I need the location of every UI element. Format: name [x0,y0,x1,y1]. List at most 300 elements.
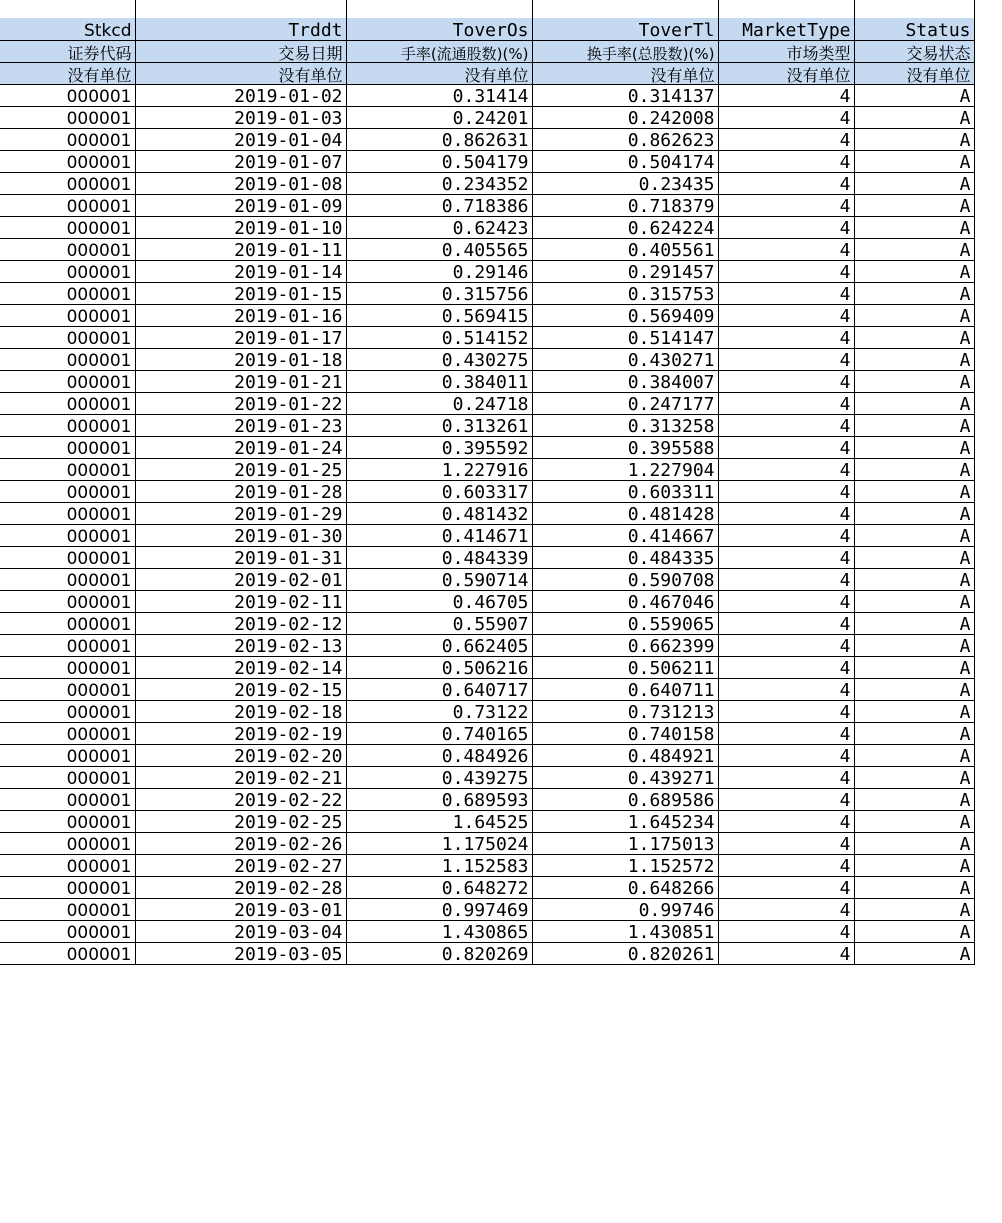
table-row [0,524,974,546]
cell-status[interactable]: A [854,502,974,524]
table-row [0,700,974,722]
cell-trddt[interactable]: 2019-02-18 [135,700,346,722]
table-row [0,766,974,788]
cell-status[interactable]: A [854,656,974,678]
table-row [0,854,974,876]
cell-stkcd[interactable]: 000001 [0,876,135,898]
cell-tovertl[interactable]: 0.23435 [532,172,718,194]
cell-toveros[interactable]: 0.603317 [346,480,532,502]
cell-toveros[interactable]: 0.405565 [346,238,532,260]
table-row [0,744,974,766]
cell-stkcd[interactable]: 000001 [0,84,135,106]
cell-markettype[interactable]: 4 [718,854,854,876]
cell-status[interactable]: A [854,238,974,260]
cell-stkcd[interactable]: 000001 [0,920,135,942]
cell-stkcd[interactable]: 000001 [0,414,135,436]
cell-markettype[interactable]: 4 [718,700,854,722]
spacer-cell [532,0,718,18]
cell-toveros[interactable]: 0.55907 [346,612,532,634]
cell-stkcd[interactable]: 000001 [0,590,135,612]
cell-tovertl[interactable]: 1.175013 [532,832,718,854]
spacer-cell [346,0,532,18]
cell-markettype[interactable]: 4 [718,920,854,942]
cell-stkcd[interactable]: 000001 [0,898,135,920]
table-row [0,568,974,590]
cell-tovertl[interactable]: 0.439271 [532,766,718,788]
cell-toveros[interactable]: 0.640717 [346,678,532,700]
cell-tovertl[interactable]: 0.569409 [532,304,718,326]
cell-toveros[interactable]: 0.313261 [346,414,532,436]
cell-markettype[interactable]: 4 [718,260,854,282]
cell-toveros[interactable]: 0.506216 [346,656,532,678]
cell-toveros[interactable]: 0.29146 [346,260,532,282]
cell-toveros[interactable]: 0.484926 [346,744,532,766]
spacer-cell [0,0,135,18]
cell-stkcd[interactable]: 000001 [0,788,135,810]
spacer-cell [854,0,974,18]
cell-trddt[interactable]: 2019-01-02 [135,84,346,106]
cell-toveros[interactable]: 0.862631 [346,128,532,150]
cell-status[interactable]: A [854,898,974,920]
cell-markettype[interactable]: 4 [718,326,854,348]
cell-status[interactable]: A [854,546,974,568]
cell-tovertl[interactable]: 0.689586 [532,788,718,810]
cell-stkcd[interactable]: 000001 [0,832,135,854]
header-cell-unit[interactable]: 没有单位 [854,62,974,84]
cell-markettype[interactable]: 4 [718,106,854,128]
cell-markettype[interactable]: 4 [718,216,854,238]
cell-status[interactable]: A [854,700,974,722]
cell-markettype[interactable]: 4 [718,282,854,304]
cell-toveros[interactable]: 0.820269 [346,942,532,964]
top-spacer-row [0,0,974,18]
cell-markettype[interactable]: 4 [718,788,854,810]
cell-tovertl[interactable]: 1.645234 [532,810,718,832]
cell-status[interactable]: A [854,128,974,150]
cell-trddt[interactable]: 2019-01-10 [135,216,346,238]
table-row [0,656,974,678]
cell-toveros[interactable]: 0.718386 [346,194,532,216]
cell-status[interactable]: A [854,590,974,612]
cell-toveros[interactable]: 0.315756 [346,282,532,304]
cell-stkcd[interactable]: 000001 [0,546,135,568]
cell-trddt[interactable]: 2019-03-05 [135,942,346,964]
table-row [0,370,974,392]
cell-toveros[interactable]: 1.430865 [346,920,532,942]
cell-stkcd[interactable]: 000001 [0,436,135,458]
cell-stkcd[interactable]: 000001 [0,568,135,590]
cell-status[interactable]: A [854,524,974,546]
header-cell-unit[interactable]: 没有单位 [532,62,718,84]
cell-toveros[interactable]: 0.62423 [346,216,532,238]
cell-tovertl[interactable]: 1.227904 [532,458,718,480]
cell-trddt[interactable]: 2019-02-15 [135,678,346,700]
header-cell-unit[interactable]: 没有单位 [346,62,532,84]
cell-markettype[interactable]: 4 [718,128,854,150]
table-row [0,788,974,810]
cell-tovertl[interactable]: 0.481428 [532,502,718,524]
cell-toveros[interactable]: 1.152583 [346,854,532,876]
cell-markettype[interactable]: 4 [718,480,854,502]
cell-toveros[interactable]: 0.484339 [346,546,532,568]
cell-trddt[interactable]: 2019-02-19 [135,722,346,744]
table-row [0,194,974,216]
table-row [0,172,974,194]
cell-trddt[interactable]: 2019-01-28 [135,480,346,502]
header-cell-name[interactable]: 手率(流通股数)(%) [346,40,532,62]
cell-trddt[interactable]: 2019-01-24 [135,436,346,458]
cell-trddt[interactable]: 2019-02-14 [135,656,346,678]
cell-markettype[interactable]: 4 [718,832,854,854]
cell-status[interactable]: A [854,832,974,854]
cell-toveros[interactable]: 0.997469 [346,898,532,920]
cell-trddt[interactable]: 2019-01-07 [135,150,346,172]
cell-trddt[interactable]: 2019-01-21 [135,370,346,392]
table-row [0,590,974,612]
cell-trddt[interactable]: 2019-01-15 [135,282,346,304]
cell-tovertl[interactable]: 0.315753 [532,282,718,304]
cell-toveros[interactable]: 0.504179 [346,150,532,172]
cell-trddt[interactable]: 2019-03-01 [135,898,346,920]
cell-stkcd[interactable]: 000001 [0,942,135,964]
cell-toveros[interactable]: 0.395592 [346,436,532,458]
cell-markettype[interactable]: 4 [718,810,854,832]
cell-tovertl[interactable]: 0.484335 [532,546,718,568]
table-row [0,634,974,656]
cell-markettype[interactable]: 4 [718,744,854,766]
cell-status[interactable]: A [854,612,974,634]
table-row [0,238,974,260]
cell-trddt[interactable]: 2019-01-11 [135,238,346,260]
cell-markettype[interactable]: 4 [718,524,854,546]
cell-status[interactable]: A [854,84,974,106]
cell-status[interactable]: A [854,722,974,744]
cell-markettype[interactable]: 4 [718,942,854,964]
header-cell-tovertl[interactable]: ToverTl [532,18,718,40]
cell-toveros[interactable]: 0.481432 [346,502,532,524]
table-row [0,414,974,436]
cell-markettype[interactable]: 4 [718,348,854,370]
cell-markettype[interactable]: 4 [718,150,854,172]
table-row [0,260,974,282]
cell-markettype[interactable]: 4 [718,304,854,326]
cell-status[interactable]: A [854,172,974,194]
cell-trddt[interactable]: 2019-02-13 [135,634,346,656]
table-row [0,106,974,128]
cell-stkcd[interactable]: 000001 [0,260,135,282]
cell-status[interactable]: A [854,414,974,436]
cell-stkcd[interactable]: 000001 [0,480,135,502]
cell-tovertl[interactable]: 0.484921 [532,744,718,766]
cell-stkcd[interactable]: 000001 [0,678,135,700]
cell-tovertl[interactable]: 1.152572 [532,854,718,876]
cell-stkcd[interactable]: 000001 [0,722,135,744]
cell-status[interactable]: A [854,150,974,172]
cell-trddt[interactable]: 2019-01-22 [135,392,346,414]
header-cell-toveros[interactable]: ToverOs [346,18,532,40]
cell-status[interactable]: A [854,788,974,810]
cell-toveros[interactable]: 0.689593 [346,788,532,810]
cell-stkcd[interactable]: 000001 [0,854,135,876]
cell-markettype[interactable]: 4 [718,414,854,436]
cell-status[interactable]: A [854,634,974,656]
cell-tovertl[interactable]: 0.590708 [532,568,718,590]
cell-tovertl[interactable]: 0.559065 [532,612,718,634]
cell-tovertl[interactable]: 0.291457 [532,260,718,282]
cell-tovertl[interactable]: 0.99746 [532,898,718,920]
cell-tovertl[interactable]: 0.506211 [532,656,718,678]
table-row [0,436,974,458]
cell-stkcd[interactable]: 000001 [0,612,135,634]
cell-trddt[interactable]: 2019-02-25 [135,810,346,832]
cell-toveros[interactable]: 0.590714 [346,568,532,590]
cell-tovertl[interactable]: 0.430271 [532,348,718,370]
cell-stkcd[interactable]: 000001 [0,458,135,480]
cell-status[interactable]: A [854,392,974,414]
header-cell-name[interactable]: 交易状态 [854,40,974,62]
cell-stkcd[interactable]: 000001 [0,392,135,414]
cell-tovertl[interactable]: 0.740158 [532,722,718,744]
cell-status[interactable]: A [854,370,974,392]
cell-trddt[interactable]: 2019-01-17 [135,326,346,348]
cell-stkcd[interactable]: 000001 [0,502,135,524]
cell-stkcd[interactable]: 000001 [0,194,135,216]
cell-markettype[interactable]: 4 [718,436,854,458]
header-row-field-names [0,40,974,62]
table-row [0,304,974,326]
cell-status[interactable]: A [854,854,974,876]
cell-stkcd[interactable]: 000001 [0,282,135,304]
cell-trddt[interactable]: 2019-03-04 [135,920,346,942]
cell-stkcd[interactable]: 000001 [0,128,135,150]
cell-status[interactable]: A [854,744,974,766]
table-row [0,722,974,744]
cell-stkcd[interactable]: 000001 [0,810,135,832]
cell-status[interactable]: A [854,480,974,502]
cell-stkcd[interactable]: 000001 [0,766,135,788]
cell-tovertl[interactable]: 0.313258 [532,414,718,436]
cell-trddt[interactable]: 2019-01-18 [135,348,346,370]
cell-trddt[interactable]: 2019-02-20 [135,744,346,766]
cell-stkcd[interactable]: 000001 [0,106,135,128]
cell-stkcd[interactable]: 000001 [0,370,135,392]
cell-markettype[interactable]: 4 [718,392,854,414]
header-cell-name[interactable]: 换手率(总股数)(%) [532,40,718,62]
cell-markettype[interactable]: 4 [718,876,854,898]
table-row [0,392,974,414]
cell-trddt[interactable]: 2019-01-25 [135,458,346,480]
cell-markettype[interactable]: 4 [718,172,854,194]
cell-markettype[interactable]: 4 [718,568,854,590]
cell-markettype[interactable]: 4 [718,612,854,634]
cell-trddt[interactable]: 2019-01-04 [135,128,346,150]
cell-trddt[interactable]: 2019-01-23 [135,414,346,436]
header-row-units [0,62,974,84]
cell-trddt[interactable]: 2019-02-28 [135,876,346,898]
cell-status[interactable]: A [854,920,974,942]
cell-trddt[interactable]: 2019-02-22 [135,788,346,810]
cell-tovertl[interactable]: 1.430851 [532,920,718,942]
cell-stkcd[interactable]: 000001 [0,656,135,678]
cell-status[interactable]: A [854,876,974,898]
cell-status[interactable]: A [854,260,974,282]
header-cell-trddt[interactable]: Trddt [135,18,346,40]
cell-markettype[interactable]: 4 [718,634,854,656]
cell-status[interactable]: A [854,766,974,788]
cell-markettype[interactable]: 4 [718,678,854,700]
header-cell-name[interactable]: 证券代码 [0,40,135,62]
cell-toveros[interactable]: 0.384011 [346,370,532,392]
cell-stkcd[interactable]: 000001 [0,150,135,172]
cell-tovertl[interactable]: 0.395588 [532,436,718,458]
cell-tovertl[interactable]: 0.242008 [532,106,718,128]
cell-toveros[interactable]: 0.24718 [346,392,532,414]
cell-trddt[interactable]: 2019-02-11 [135,590,346,612]
cell-trddt[interactable]: 2019-02-12 [135,612,346,634]
table-row [0,876,974,898]
cell-toveros[interactable]: 0.24201 [346,106,532,128]
table-row [0,502,974,524]
cell-markettype[interactable]: 4 [718,546,854,568]
cell-toveros[interactable]: 0.662405 [346,634,532,656]
cell-toveros[interactable]: 1.175024 [346,832,532,854]
cell-markettype[interactable]: 4 [718,898,854,920]
cell-status[interactable]: A [854,194,974,216]
header-cell-markettype[interactable]: MarketType [718,18,854,40]
cell-status[interactable]: A [854,326,974,348]
cell-toveros[interactable]: 1.227916 [346,458,532,480]
table-row [0,612,974,634]
cell-tovertl[interactable]: 0.640711 [532,678,718,700]
cell-stkcd[interactable]: 000001 [0,172,135,194]
cell-markettype[interactable]: 4 [718,502,854,524]
cell-markettype[interactable]: 4 [718,84,854,106]
cell-status[interactable]: A [854,304,974,326]
cell-toveros[interactable]: 0.648272 [346,876,532,898]
cell-markettype[interactable]: 4 [718,370,854,392]
cell-toveros[interactable]: 0.234352 [346,172,532,194]
cell-toveros[interactable]: 0.569415 [346,304,532,326]
cell-status[interactable]: A [854,216,974,238]
cell-tovertl[interactable]: 0.504174 [532,150,718,172]
header-cell-unit[interactable]: 没有单位 [0,62,135,84]
cell-stkcd[interactable]: 000001 [0,216,135,238]
cell-tovertl[interactable]: 0.414667 [532,524,718,546]
cell-toveros[interactable]: 0.46705 [346,590,532,612]
cell-tovertl[interactable]: 0.862623 [532,128,718,150]
cell-tovertl[interactable]: 0.603311 [532,480,718,502]
cell-toveros[interactable]: 0.439275 [346,766,532,788]
table-row [0,480,974,502]
header-cell-name[interactable]: 交易日期 [135,40,346,62]
cell-markettype[interactable]: 4 [718,590,854,612]
cell-toveros[interactable]: 0.514152 [346,326,532,348]
cell-tovertl[interactable]: 0.247177 [532,392,718,414]
cell-tovertl[interactable]: 0.648266 [532,876,718,898]
cell-stkcd[interactable]: 000001 [0,744,135,766]
header-cell-status[interactable]: Status [854,18,974,40]
cell-status[interactable]: A [854,810,974,832]
cell-trddt[interactable]: 2019-02-27 [135,854,346,876]
cell-toveros[interactable]: 0.31414 [346,84,532,106]
cell-markettype[interactable]: 4 [718,458,854,480]
cell-markettype[interactable]: 4 [718,722,854,744]
cell-tovertl[interactable]: 0.624224 [532,216,718,238]
cell-trddt[interactable]: 2019-01-03 [135,106,346,128]
table-row [0,832,974,854]
cell-trddt[interactable]: 2019-02-21 [135,766,346,788]
cell-stkcd[interactable]: 000001 [0,634,135,656]
cell-trddt[interactable]: 2019-01-29 [135,502,346,524]
header-cell-unit[interactable]: 没有单位 [718,62,854,84]
cell-status[interactable]: A [854,436,974,458]
cell-stkcd[interactable]: 000001 [0,238,135,260]
cell-markettype[interactable]: 4 [718,194,854,216]
cell-tovertl[interactable]: 0.731213 [532,700,718,722]
cell-toveros[interactable]: 1.64525 [346,810,532,832]
cell-toveros[interactable]: 0.740165 [346,722,532,744]
cell-trddt[interactable]: 2019-01-09 [135,194,346,216]
cell-status[interactable]: A [854,106,974,128]
cell-trddt[interactable]: 2019-02-01 [135,568,346,590]
cell-markettype[interactable]: 4 [718,238,854,260]
cell-trddt[interactable]: 2019-01-14 [135,260,346,282]
table-row [0,898,974,920]
table-row [0,920,974,942]
cell-status[interactable]: A [854,348,974,370]
header-cell-unit[interactable]: 没有单位 [135,62,346,84]
cell-status[interactable]: A [854,678,974,700]
cell-toveros[interactable]: 0.430275 [346,348,532,370]
cell-stkcd[interactable]: 000001 [0,304,135,326]
header-cell-name[interactable]: 市场类型 [718,40,854,62]
cell-trddt[interactable]: 2019-02-26 [135,832,346,854]
table-row [0,282,974,304]
cell-tovertl[interactable]: 0.820261 [532,942,718,964]
header-cell-stkcd[interactable]: Stkcd [0,18,135,40]
cell-toveros[interactable]: 0.414671 [346,524,532,546]
cell-tovertl[interactable]: 0.405561 [532,238,718,260]
cell-trddt[interactable]: 2019-01-08 [135,172,346,194]
cell-status[interactable]: A [854,458,974,480]
cell-tovertl[interactable]: 0.514147 [532,326,718,348]
cell-tovertl[interactable]: 0.467046 [532,590,718,612]
table-row [0,348,974,370]
spacer-cell [718,0,854,18]
table-row [0,458,974,480]
cell-markettype[interactable]: 4 [718,656,854,678]
table-row [0,84,974,106]
cell-stkcd[interactable]: 000001 [0,524,135,546]
spacer-cell [135,0,346,18]
cell-tovertl[interactable]: 0.718379 [532,194,718,216]
table-row [0,216,974,238]
cell-markettype[interactable]: 4 [718,766,854,788]
cell-toveros[interactable]: 0.73122 [346,700,532,722]
cell-status[interactable]: A [854,282,974,304]
cell-stkcd[interactable]: 000001 [0,348,135,370]
cell-status[interactable]: A [854,942,974,964]
cell-status[interactable]: A [854,568,974,590]
cell-tovertl[interactable]: 0.662399 [532,634,718,656]
cell-trddt[interactable]: 2019-01-31 [135,546,346,568]
cell-stkcd[interactable]: 000001 [0,326,135,348]
cell-stkcd[interactable]: 000001 [0,700,135,722]
cell-trddt[interactable]: 2019-01-30 [135,524,346,546]
cell-tovertl[interactable]: 0.314137 [532,84,718,106]
cell-tovertl[interactable]: 0.384007 [532,370,718,392]
cell-trddt[interactable]: 2019-01-16 [135,304,346,326]
